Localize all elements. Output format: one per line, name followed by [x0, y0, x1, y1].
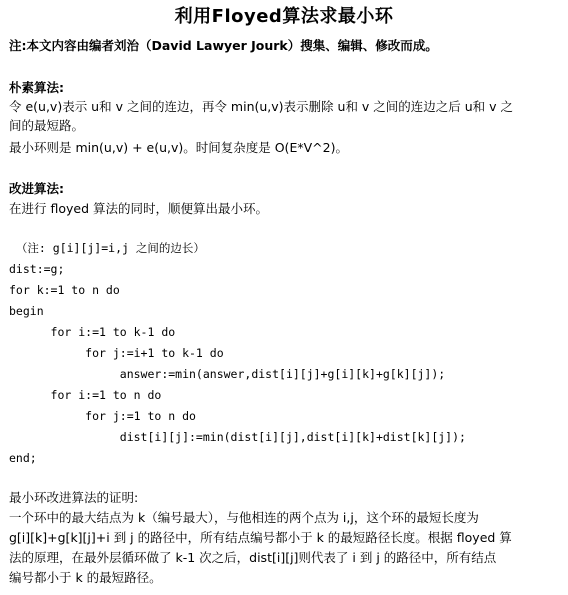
- proof-line-3: 法的原理，在最外层循环做了 k-1 次之后，dist[i][j]则代表了 i 到 j 的路径中，所有结点: [9, 550, 497, 565]
- proof-line-4: 编号都小于 k 的最短路径。: [9, 570, 162, 585]
- code-line-3: for k:=1 to n do: [9, 283, 120, 297]
- section-heading-proof: 最小环改进算法的证明:: [9, 490, 139, 505]
- naive-line-1: 令 e(u,v)表示 u和 v 之间的连边，再令 min(u,v)表示删除 u和 v 之间的连边之后 u和 v 之: [9, 99, 514, 114]
- code-line-11: end;: [9, 451, 37, 465]
- code-line-2: dist:=g;: [9, 262, 65, 276]
- naive-line-3: 最小环则是 min(u,v) + e(u,v)。时间复杂度是 O(E*V^2)。: [9, 140, 348, 155]
- code-line-7: answer:=min(answer,dist[i][j]+g[i][k]+g[k][j]);: [9, 367, 446, 381]
- improved-intro: 在进行 floyed 算法的同时，顺便算出最小环。: [9, 201, 268, 216]
- document-title: 利用Floyed算法求最小环: [174, 6, 394, 27]
- code-line-1: （注: g[i][j]=i,j 之间的边长）: [9, 241, 205, 255]
- section-heading-improved: 改进算法:: [9, 181, 64, 196]
- code-line-8: for i:=1 to n do: [9, 388, 162, 402]
- section-heading-naive: 朴素算法:: [9, 80, 64, 95]
- author-note: 注:本文内容由编者刘治（David Lawyer Jourk）搜集、编辑、修改而成。: [9, 38, 438, 53]
- proof-line-2: g[i][k]+g[k][j]+i 到 j 的路径中，所有结点编号都小于 k 的最短路径长度。根据 floyed 算: [9, 530, 512, 545]
- code-line-9: for j:=1 to n do: [9, 409, 196, 423]
- code-line-4: begin: [9, 304, 44, 318]
- naive-line-2: 间的最短路。: [9, 118, 85, 133]
- code-line-6: for j:=i+1 to k-1 do: [9, 346, 224, 360]
- code-line-10: dist[i][j]:=min(dist[i][j],dist[i][k]+dist[k][j]);: [9, 430, 466, 444]
- proof-line-1: 一个环中的最大结点为 k（编号最大），与他相连的两个点为 i,j，这个环的最短长度为: [9, 510, 479, 525]
- code-line-5: for i:=1 to k-1 do: [9, 325, 176, 339]
